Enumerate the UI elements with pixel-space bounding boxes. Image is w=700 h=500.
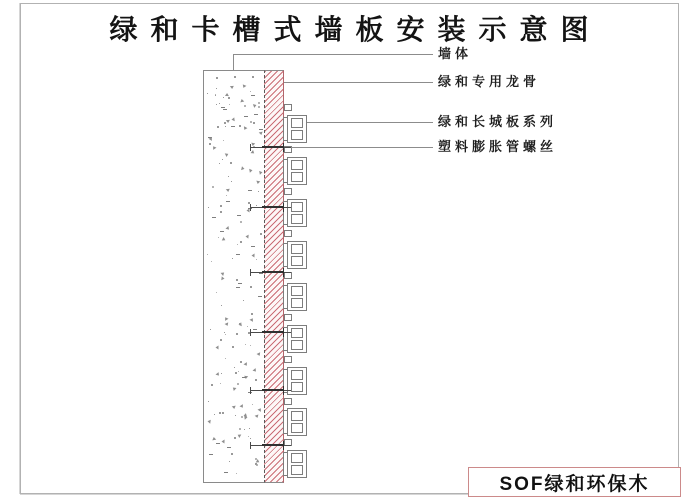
screw-anchor-cross [283, 268, 284, 277]
concrete-speck [258, 102, 260, 104]
clip-slot-top [291, 453, 303, 463]
concrete-speck [208, 401, 209, 402]
screw-body [262, 146, 283, 148]
concrete-speck [250, 91, 251, 92]
concrete-speck [219, 103, 220, 104]
concrete-speck [240, 404, 245, 409]
concrete-speck [221, 276, 224, 280]
concrete-speck [240, 221, 242, 223]
concrete-speck [248, 436, 249, 437]
concrete-speck [231, 181, 232, 182]
screw-head-tick [250, 387, 251, 394]
concrete-speck [231, 117, 234, 121]
clip-slot-top [291, 370, 303, 380]
concrete-speck [240, 361, 242, 363]
concrete-speck [220, 211, 222, 213]
concrete-speck [236, 254, 240, 255]
concrete-speck [212, 145, 217, 150]
concrete-speck [249, 428, 250, 429]
panel-clip [283, 325, 308, 353]
panel-clip [283, 241, 308, 269]
concrete-speck [228, 176, 229, 177]
screw-anchor-cross [283, 143, 284, 152]
clip-hook [284, 272, 292, 279]
concrete-speck [207, 254, 208, 255]
screw-leader-line [291, 147, 433, 148]
concrete-speck [236, 473, 237, 474]
concrete-speck [259, 132, 264, 136]
concrete-speck [217, 126, 219, 128]
concrete-speck [212, 437, 216, 441]
concrete-speck [216, 443, 220, 444]
concrete-speck [250, 286, 252, 288]
clip-slot-top [291, 118, 303, 128]
label-wall: 墙体 [438, 46, 473, 61]
concrete-speck [249, 168, 253, 172]
concrete-speck [222, 237, 227, 242]
concrete-speck [219, 412, 221, 414]
concrete-speck [244, 116, 248, 117]
concrete-speck [243, 413, 247, 418]
concrete-speck [230, 86, 234, 89]
concrete-speck [209, 454, 213, 455]
screw-body [262, 206, 283, 208]
concrete-speck [222, 159, 223, 160]
concrete-speck [235, 415, 236, 416]
label-panel: 绿和长城板系列 [438, 114, 558, 129]
concrete-speck [251, 253, 254, 257]
concrete-speck [210, 329, 211, 330]
concrete-speck [209, 136, 214, 141]
concrete-speck [258, 106, 260, 108]
concrete-speck [212, 186, 214, 188]
diagram-title: 绿和卡槽式墙板安装示意图 [109, 14, 602, 45]
concrete-speck [207, 419, 211, 423]
clip-hook [284, 314, 292, 321]
screw-head-tick [250, 329, 251, 336]
concrete-speck [229, 104, 230, 105]
concrete-speck [258, 407, 263, 412]
concrete-speck [244, 105, 246, 107]
concrete-speck [221, 271, 226, 276]
concrete-speck [248, 190, 252, 191]
concrete-speck [235, 372, 237, 374]
concrete-speck [259, 273, 263, 274]
concrete-speck [259, 129, 263, 130]
concrete-speck [236, 287, 240, 288]
concrete-speck [258, 296, 262, 297]
outer-frame [20, 3, 679, 494]
concrete-speck [226, 189, 230, 193]
screw-body [262, 331, 283, 333]
keel-leader-line [284, 82, 433, 83]
concrete-speck [239, 428, 241, 430]
concrete-speck [231, 126, 235, 127]
concrete-speck [259, 170, 263, 174]
concrete-speck [238, 322, 242, 326]
concrete-speck [226, 195, 227, 196]
concrete-speck [232, 386, 237, 391]
concrete-speck [260, 233, 262, 235]
clip-slot-bottom [291, 172, 303, 182]
label-screw: 塑料膨胀管螺丝 [438, 139, 558, 154]
screw-anchor-cross [283, 328, 284, 337]
concrete-speck [216, 372, 221, 377]
concrete-speck [218, 237, 219, 238]
screw-body [262, 444, 283, 446]
clip-hook [284, 104, 292, 111]
concrete-speck [238, 371, 239, 372]
concrete-speck [251, 95, 255, 96]
concrete-speck [251, 313, 253, 315]
concrete-speck [237, 244, 238, 245]
screw-head-tick [250, 269, 251, 276]
concrete-speck [256, 259, 257, 260]
wall-section [203, 70, 265, 483]
concrete-speck [240, 241, 242, 243]
concrete-speck [225, 334, 226, 335]
concrete-speck [251, 246, 255, 247]
concrete-speck [244, 429, 245, 430]
concrete-speck [237, 433, 242, 438]
wall-leader-vertical [233, 54, 234, 71]
concrete-speck [225, 93, 229, 96]
screw-anchor-cross [283, 441, 284, 450]
concrete-speck [220, 339, 222, 341]
clip-slot-top [291, 202, 303, 212]
clip-slot-bottom [291, 340, 303, 350]
concrete-speck [220, 383, 221, 384]
concrete-speck [257, 352, 262, 356]
concrete-speck [240, 99, 245, 103]
concrete-speck [219, 163, 220, 164]
concrete-speck [252, 76, 254, 78]
concrete-speck [211, 261, 212, 262]
concrete-speck [254, 114, 258, 115]
concrete-speck [253, 329, 257, 330]
concrete-speck [255, 379, 257, 381]
panel-clip [283, 450, 308, 478]
concrete-speck [243, 126, 248, 130]
concrete-speck [253, 103, 257, 108]
label-keel: 绿和专用龙骨 [438, 74, 541, 89]
concrete-speck [225, 152, 229, 157]
concrete-speck [224, 316, 229, 321]
concrete-speck [226, 226, 231, 231]
concrete-speck [223, 97, 224, 98]
concrete-speck [221, 373, 222, 374]
concrete-speck [225, 322, 230, 326]
concrete-speck [234, 367, 235, 368]
concrete-speck [237, 215, 241, 216]
concrete-speck [220, 205, 222, 207]
concrete-speck [225, 126, 226, 127]
concrete-speck [230, 162, 232, 164]
concrete-speck [234, 437, 236, 439]
panel-clip [283, 408, 308, 436]
concrete-speck [250, 345, 251, 346]
screw-head-tick [250, 442, 251, 449]
concrete-speck [253, 122, 255, 124]
concrete-speck [214, 414, 215, 415]
concrete-speck [243, 300, 244, 301]
clip-slot-bottom [291, 382, 303, 392]
clip-slot-top [291, 244, 303, 254]
panel-clip [283, 157, 308, 185]
clip-slot-bottom [291, 298, 303, 308]
clip-hook [284, 230, 292, 237]
concrete-speck [247, 326, 248, 327]
concrete-speck [252, 404, 253, 405]
concrete-speck [231, 453, 233, 455]
concrete-speck [250, 317, 255, 322]
concrete-speck [253, 368, 258, 373]
concrete-speck [225, 358, 226, 359]
concrete-speck [222, 412, 224, 414]
concrete-speck [250, 438, 251, 439]
concrete-speck [250, 121, 252, 123]
concrete-speck [258, 191, 259, 192]
concrete-speck [216, 346, 219, 350]
concrete-speck [212, 217, 216, 218]
concrete-speck [216, 88, 217, 89]
clip-slot-bottom [291, 256, 303, 266]
concrete-speck [228, 97, 230, 99]
concrete-speck [220, 231, 224, 232]
concrete-speck [236, 333, 238, 335]
concrete-speck [232, 346, 234, 348]
screw-head-tick [250, 144, 251, 151]
panel-leader-line [307, 122, 433, 123]
concrete-speck [242, 84, 247, 88]
concrete-speck [256, 205, 257, 206]
clip-slot-top [291, 286, 303, 296]
concrete-speck [216, 104, 217, 105]
concrete-speck [237, 383, 239, 385]
clip-hook [284, 188, 292, 195]
clip-hook [284, 356, 292, 363]
stamp-text: SOF绿和环保木 [499, 473, 650, 495]
concrete-speck [229, 461, 230, 462]
keel-strip [264, 70, 284, 483]
concrete-speck [224, 472, 228, 473]
clip-slot-top [291, 160, 303, 170]
clip-hook [284, 398, 292, 405]
concrete-speck [215, 94, 216, 95]
concrete-speck [211, 384, 213, 386]
concrete-speck [234, 76, 236, 78]
concrete-speck [215, 95, 216, 96]
concrete-speck [207, 93, 208, 94]
screw-anchor-cross [283, 203, 284, 212]
concrete-speck [221, 439, 224, 443]
clip-slot-bottom [291, 130, 303, 140]
concrete-speck [255, 463, 257, 465]
clip-slot-top [291, 411, 303, 421]
concrete-speck [238, 283, 242, 284]
clip-slot-top [291, 328, 303, 338]
concrete-speck [224, 332, 225, 333]
panel-clip [283, 199, 308, 227]
clip-slot-bottom [291, 214, 303, 224]
concrete-speck [242, 377, 246, 378]
concrete-speck [208, 207, 209, 208]
concrete-speck [221, 107, 225, 108]
concrete-speck [223, 109, 227, 110]
concrete-speck [232, 258, 233, 259]
wall-leader-line [233, 54, 433, 55]
concrete-speck [239, 125, 241, 127]
concrete-speck [232, 406, 236, 410]
stamp-box [468, 467, 681, 497]
clip-slot-bottom [291, 423, 303, 433]
concrete-speck [255, 414, 260, 418]
panel-clip [283, 115, 308, 143]
screw-head-tick [250, 204, 251, 211]
concrete-speck [241, 166, 245, 171]
concrete-speck [245, 344, 246, 345]
screw-anchor-cross [283, 386, 284, 395]
concrete-speck [236, 279, 238, 281]
concrete-speck [226, 120, 230, 123]
concrete-speck [251, 150, 256, 155]
concrete-speck [223, 140, 224, 141]
screw-body [262, 271, 283, 273]
concrete-speck [244, 362, 249, 367]
concrete-speck [227, 447, 231, 448]
panel-clip [283, 283, 308, 311]
concrete-speck [226, 201, 230, 202]
concrete-speck [256, 181, 260, 185]
clip-slot-bottom [291, 465, 303, 475]
screw-body [262, 389, 283, 391]
concrete-speck [216, 77, 218, 79]
concrete-speck [245, 234, 248, 238]
concrete-speck [209, 143, 211, 145]
concrete-speck [221, 305, 222, 306]
concrete-speck [216, 292, 217, 293]
